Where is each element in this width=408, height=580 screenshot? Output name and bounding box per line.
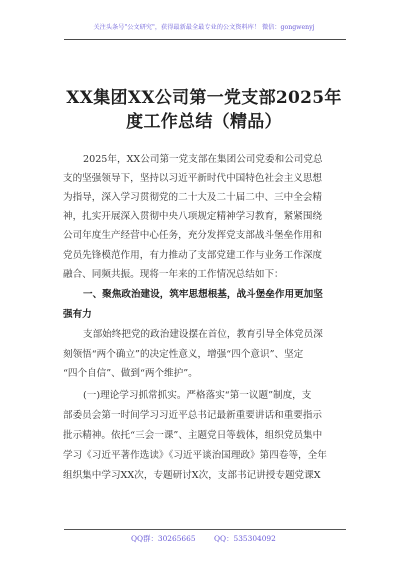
subsection-line: (一)理论学习抓常抓实。严格落实“第一议题”制度，支 xyxy=(83,390,312,401)
intro-line: 为指导，深入学习贯彻党的二十大及二十届二中、三中全会精 xyxy=(63,192,323,203)
footer-qq-group: QQ群：30265665 xyxy=(131,534,196,543)
subsection-line: 部委员会第一时间学习习近平总书记最新重要讲话和重要指示 xyxy=(63,410,323,421)
footer-qq: QQ：535304092 xyxy=(214,534,276,543)
intro-line: 公司年度生产经营中心任务，充分发挥党支部战斗堡垒作用和 xyxy=(63,230,323,241)
section-body-line: “四个自信”、做到“两个维护”。 xyxy=(63,368,198,379)
footer-contact xyxy=(0,533,408,547)
intro-line: 神，扎实开展深入贯彻中央八项规定精神学习教育，紧紧围绕 xyxy=(63,211,323,222)
subsection-line: 学习《习近平著作选读》《习近平谈治国理政》第四卷等，全年 xyxy=(63,450,327,461)
header-promo-note: 关注头条号"公文研究"，获得最新最全最专业的公文资料库！ 微信：gongwenyj xyxy=(93,24,315,31)
intro-line: 2025年，XX公司第一党支部在集团公司党委和公司党总 xyxy=(83,154,323,165)
header-divider xyxy=(64,39,346,40)
subsection-line: 组织集中学习XX次，专题研讨X次，支部书记讲授专题党课X xyxy=(63,470,321,481)
subsection-line: 批示精神。依托“三会一课”、主题党日等载体，组织党员集中 xyxy=(63,430,323,441)
intro-line: 党员先锋模范作用，有力推动了支部党建工作与业务工作深度 xyxy=(63,250,323,261)
document-title-line-2: 度工作总结（精品） xyxy=(126,112,282,132)
section-heading-line: 强有力 xyxy=(63,309,92,320)
intro-line: 融合、同频共振。现将一年来的工作情况总结如下： xyxy=(63,269,284,280)
document-title-line-1: XX集团XX公司第一党支部2025年 xyxy=(66,88,342,108)
footer-divider xyxy=(64,529,346,530)
section-heading-line: 一、聚焦政治建设，筑牢思想根基，战斗堡垒作用更加坚 xyxy=(83,289,323,300)
section-body-line: 支部始终把党的政治建设摆在首位，教育引导全体党员深 xyxy=(83,329,323,340)
intro-line: 支的坚强领导下，坚持以习近平新时代中国特色社会主义思想 xyxy=(63,173,323,184)
section-body-line: 刻领悟“两个确立”的决定性意义，增强“四个意识”、坚定 xyxy=(63,349,304,360)
